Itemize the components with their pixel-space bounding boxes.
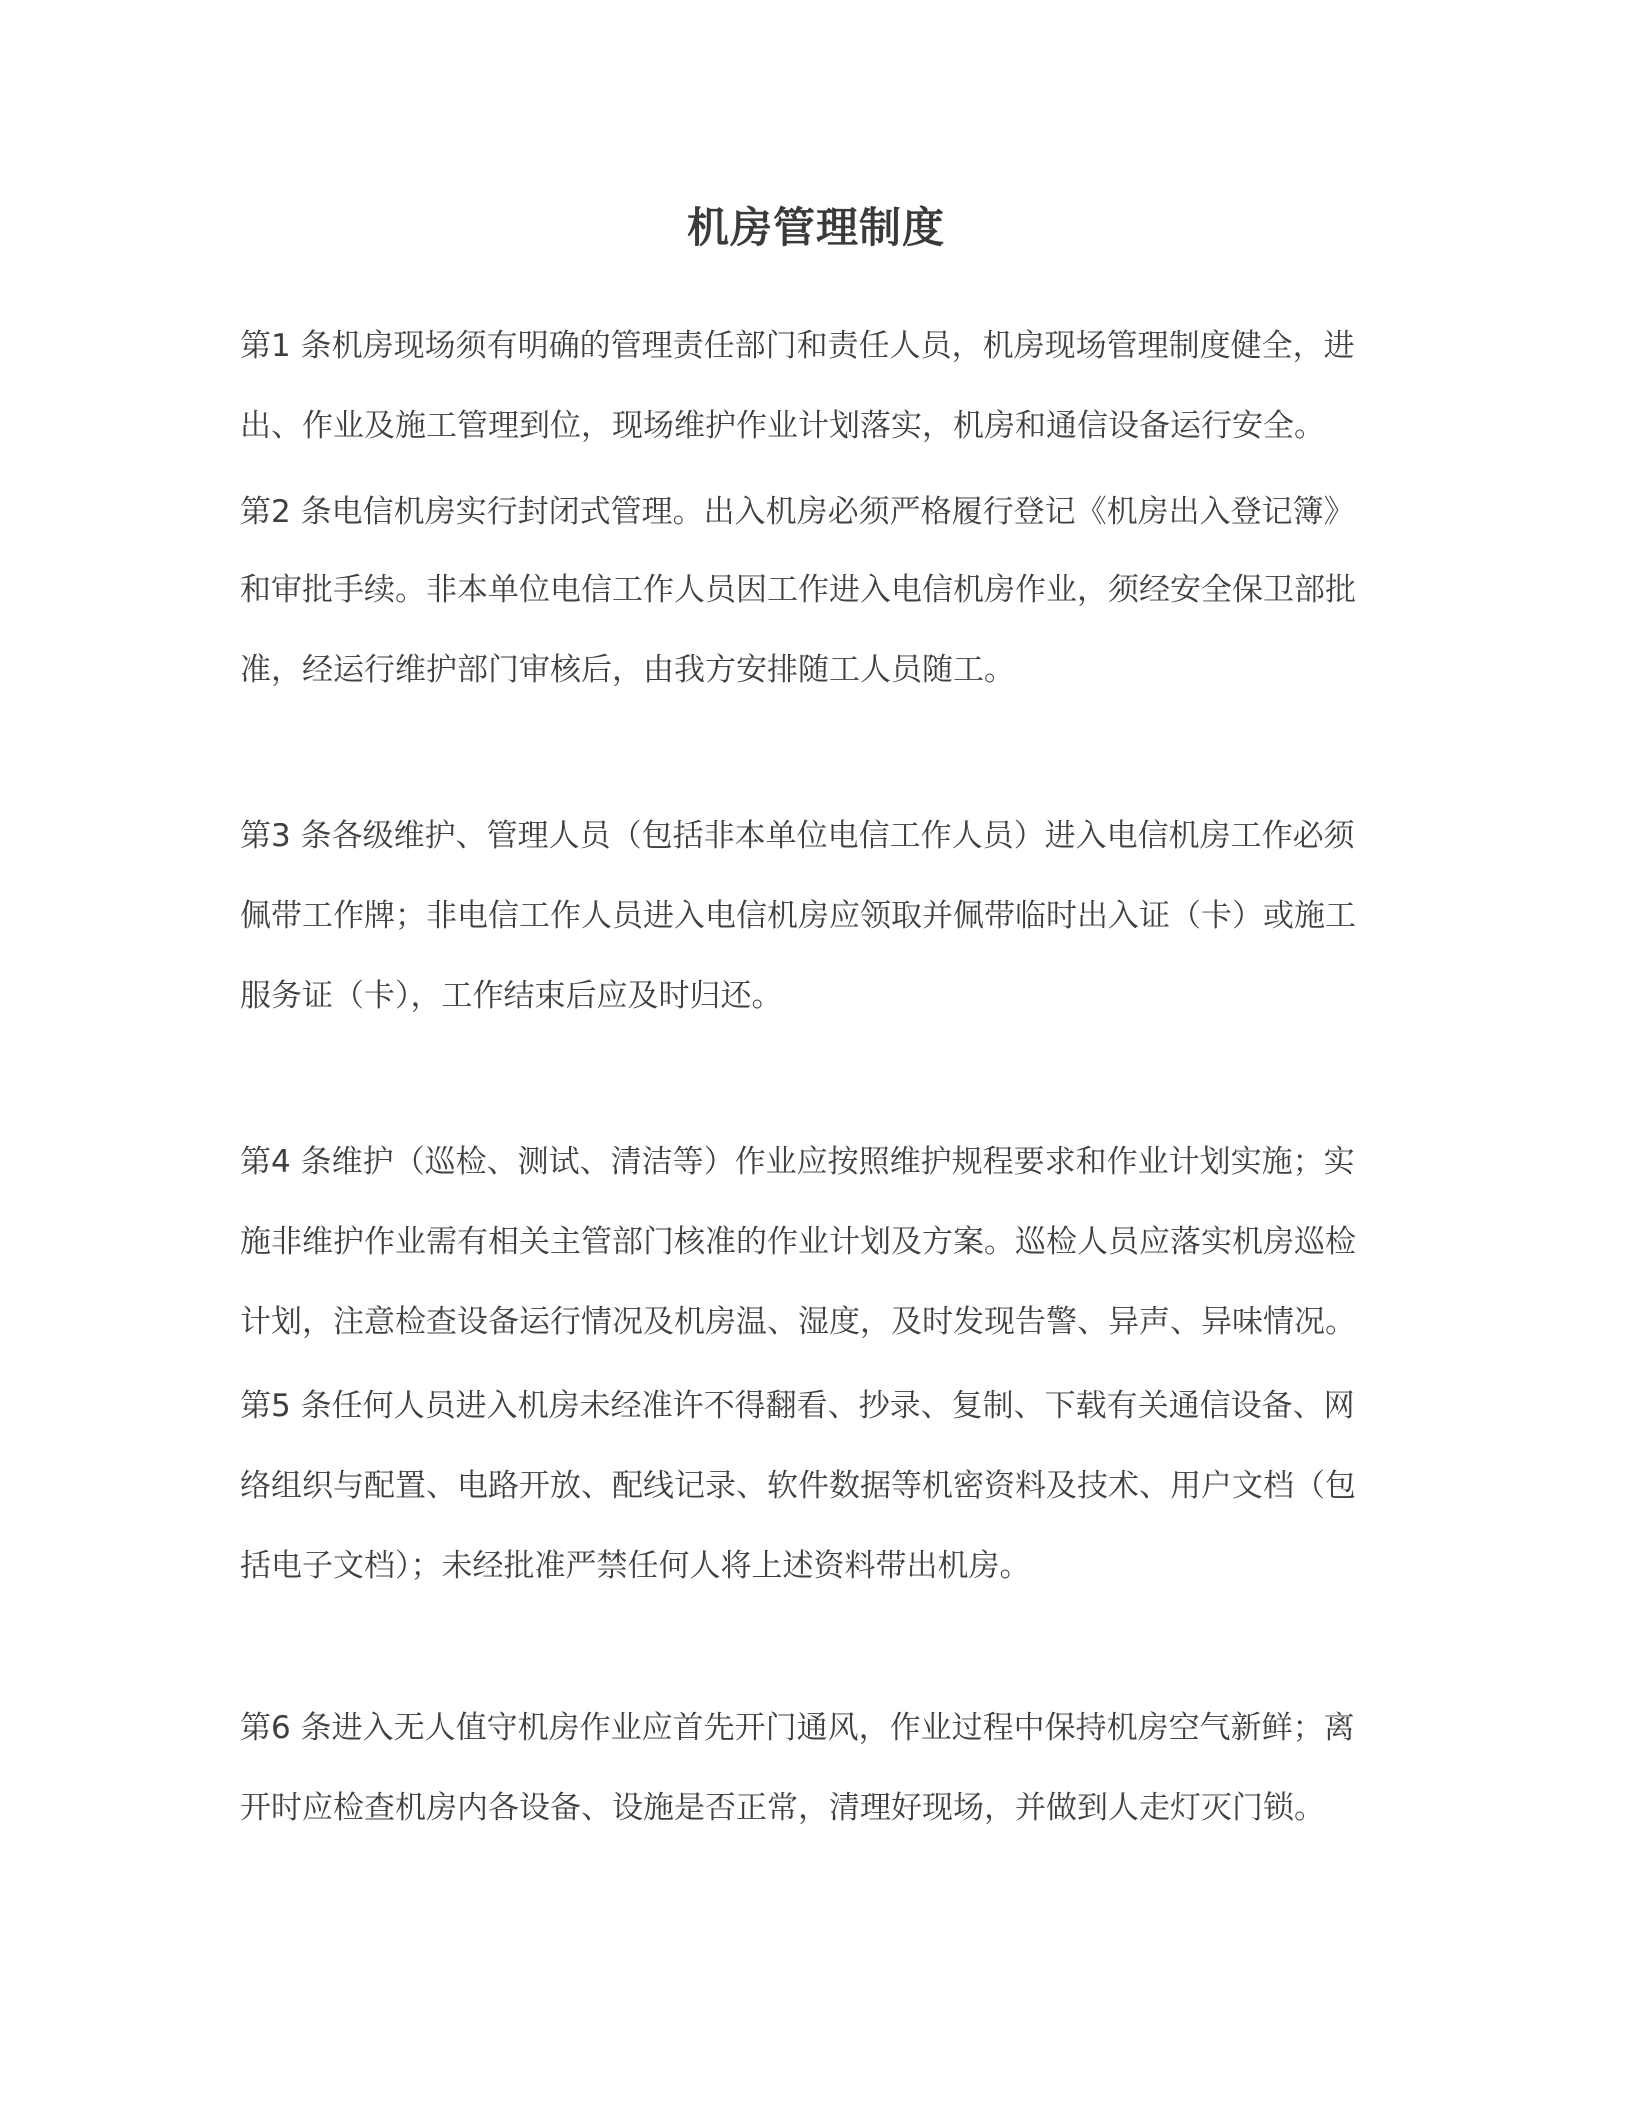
paragraph-line: 络组织与配置、电路开放、配线记录、软件数据等机密资料及技术、用户文档（包 [240, 1468, 1356, 1504]
paragraph-line: 计划，注意检查设备运行情况及机房温、湿度，及时发现告警、异声、异味情况。 [240, 1304, 1356, 1340]
paragraph-line: 第3 条各级维护、管理人员（包括非本单位电信工作人员）进入电信机房工作必须 [240, 818, 1355, 854]
paragraph-line: 施非维护作业需有相关主管部门核准的作业计划及方案。巡检人员应落实机房巡检 [240, 1224, 1356, 1260]
paragraph-line: 佩带工作牌；非电信工作人员进入电信机房应领取并佩带临时出入证（卡）或施工 [240, 898, 1356, 934]
paragraph-line: 出、作业及施工管理到位，现场维护作业计划落实，机房和通信设备运行安全。 [240, 408, 1325, 444]
document-title: 机房管理制度 [686, 203, 945, 252]
paragraph-line: 第5 条任何人员进入机房未经准许不得翻看、抄录、复制、下载有关通信设备、网 [240, 1388, 1355, 1424]
paragraph-line: 开时应检查机房内各设备、设施是否正常，清理好现场，并做到人走灯灭门锁。 [240, 1790, 1325, 1826]
paragraph-line: 第1 条机房现场须有明确的管理责任部门和责任人员，机房现场管理制度健全，进 [240, 328, 1355, 364]
paragraph-line: 第4 条维护（巡检、测试、清洁等）作业应按照维护规程要求和作业计划实施；实 [240, 1144, 1355, 1180]
paragraph-line: 括电子文档）；未经批准严禁任何人将上述资料带出机房。 [240, 1548, 1031, 1584]
paragraph-line: 第2 条电信机房实行封闭式管理。出入机房必须严格履行登记《机房出入登记簿》 [240, 494, 1355, 530]
paragraph-line: 第6 条进入无人值守机房作业应首先开门通风，作业过程中保持机房空气新鲜；离 [240, 1710, 1355, 1746]
paragraph-line: 服务证（卡），工作结束后应及时归还。 [240, 978, 783, 1014]
paragraph-line: 准，经运行维护部门审核后，由我方安排随工人员随工。 [240, 652, 1015, 688]
paragraph-line: 和审批手续。非本单位电信工作人员因工作进入电信机房作业，须经安全保卫部批 [240, 572, 1356, 608]
